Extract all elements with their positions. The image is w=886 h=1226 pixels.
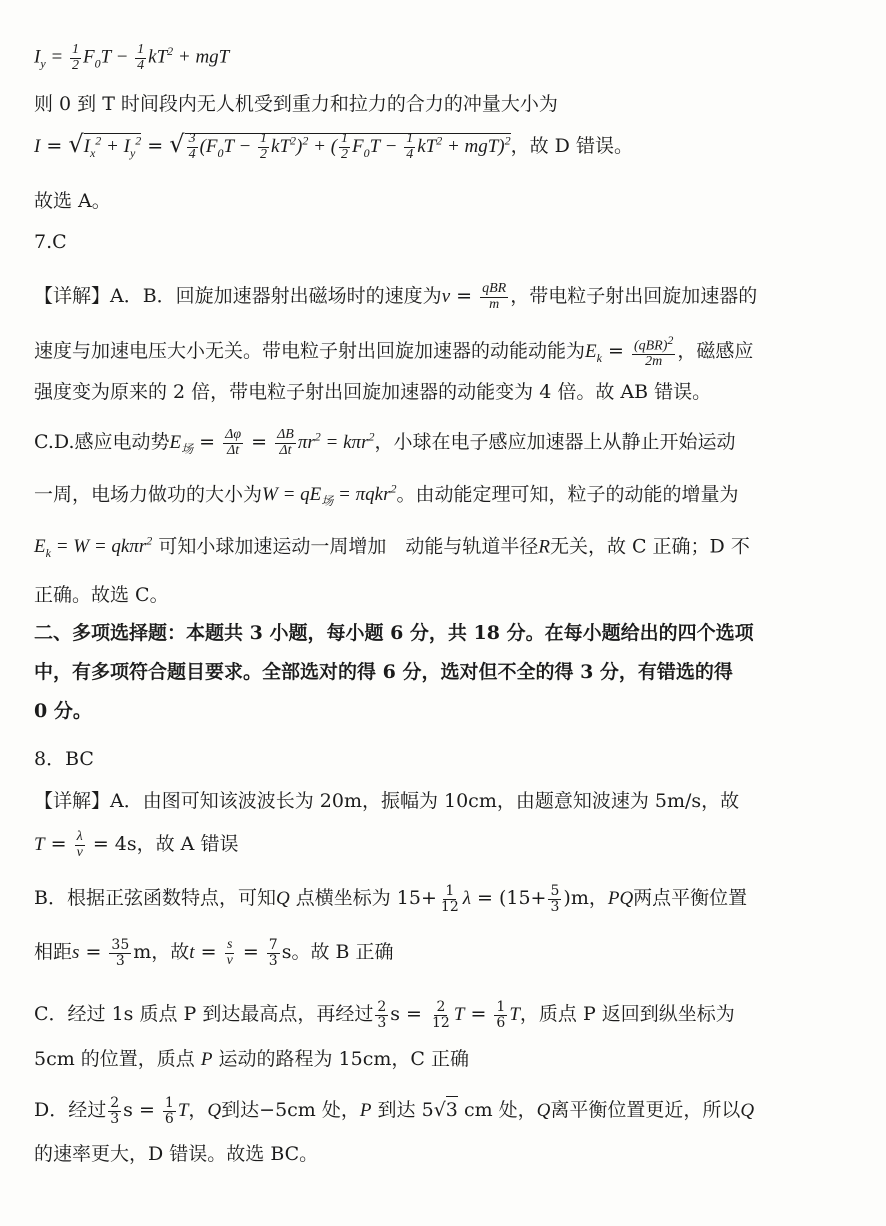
detail-7-line6: $E_k = W = qk\pi r^2$ 可知小球加速运动一周增加 动能与轨道半径R无关，故 C 正确；D 不 bbox=[34, 534, 750, 561]
text-seg: ，故 bbox=[151, 941, 190, 964]
text-seg: 。故 B 正确 bbox=[291, 941, 394, 964]
detail-8-b1: B．根据正弦函数特点，可知Q 点横坐标为 15+ $\frac{1}{12}$ λ = (15+ $\frac{5}{3}$ )m，PQ两点平衡位置 bbox=[34, 883, 748, 915]
text-line: 【详解】A．由图可知该波波长为 20m，振幅为 10cm，由题意知波速为 5m/s，故 bbox=[34, 790, 740, 812]
detail-8-c1: C．经过 1s 质点 P 到达最高点，再经过 $\frac{2}{3}$ s = $\frac{2}{12}$ T = $\frac{1}{6}$ T，质点 P 返回到纵坐标为 bbox=[34, 999, 735, 1031]
section-heading: 0 分。 bbox=[34, 700, 92, 722]
detail-7-line1: 【详解】A．B．回旋加速器射出磁场时的速度为v = $\frac{\text{qBR}}{m}$ ，带电粒子射出回旋加速器的 bbox=[34, 281, 758, 312]
text-line: 故选 A。 bbox=[34, 190, 111, 212]
text-seg: 运动的路程为 15cm，C 正确 bbox=[218, 1048, 469, 1070]
text-seg: C．经过 1s 质点 P 到达最高点，再经过 bbox=[34, 1003, 374, 1026]
text-seg: D．经过 bbox=[34, 1099, 107, 1122]
text-seg: 两点平衡位置 bbox=[633, 887, 748, 910]
detail-8-b2: 相距s = $\frac{35}{3}$ m，故t = $\frac{s}{v}$ = $\frac{7}{3}$ s。故 B 正确 bbox=[34, 937, 394, 969]
formula-impulse-total: $I = √I_x^2 + I_y^2$ = √ $\frac{3}{4}$ ($F_0T$ − $\frac{1}{2}$ $kT^2)^2$ + ( $\frac{1}{2}$ $F_0T$ − $\frac{1}{4}$ $kT^2 + mgT)^2$，故 D 错误。 bbox=[34, 130, 633, 163]
text-seg: cm 处， bbox=[463, 1099, 537, 1122]
text-seg: 速度与加速电压大小无关。带电粒子射出回旋加速器的动能动能为 bbox=[34, 340, 586, 363]
text-seg: 到达 bbox=[377, 1099, 416, 1122]
formula-iy: $I_y$ = $\frac{1}{2}$ $F_0T$ − $\frac{1}{4}$ $kT^2$ + mgT bbox=[34, 42, 230, 73]
text-seg: 无关，故 C 正确；D 不 bbox=[549, 535, 750, 558]
text-seg: 相距 bbox=[34, 941, 73, 964]
text-line: 的速率更大，D 错误。故选 BC。 bbox=[34, 1143, 319, 1165]
detail-8-c2: 5cm 的位置，质点 P 运动的路程为 15cm，C 正确 bbox=[34, 1048, 469, 1070]
text-seg: 到达−5cm 处， bbox=[221, 1099, 360, 1122]
text-seg: 可知小球加速运动一周增加 动能与轨道半径 bbox=[158, 535, 539, 558]
text-line: 强度变为原来的 2 倍，带电粒子射出回旋加速器的动能变为 4 倍。故 AB 错误。 bbox=[34, 381, 712, 403]
text-seg: ，小球在电子感应加速器上从静止开始运动 bbox=[374, 431, 736, 454]
detail-8-a: T = $\frac{\lambda}{v}$ = 4s，故 A 错误 bbox=[34, 829, 239, 860]
text-suffix: ，故 D 错误。 bbox=[510, 135, 633, 157]
text-seg: ，带电粒子射出回旋加速器的 bbox=[510, 285, 758, 308]
text-seg: 离平衡位置更近，所以 bbox=[550, 1099, 741, 1122]
detail-7-line2: 速度与加速电压大小无关。带电粒子射出回旋加速器的动能动能为$E_k$ = $\frac{(qBR)^2}{2m}$ ，磁感应 bbox=[34, 333, 754, 370]
text-seg: ，故 A 错误 bbox=[136, 833, 239, 856]
text-seg: ，磁感应 bbox=[677, 340, 754, 363]
detail-8-d1: D．经过 $\frac{2}{3}$ s = $\frac{1}{6}$ T，Q到达−5cm 处，P 到达 5√3 cm 处，Q离平衡位置更近，所以Q bbox=[34, 1095, 755, 1127]
text-seg: 【详解】A．B．回旋加速器射出磁场时的速度为 bbox=[34, 285, 442, 308]
text-seg: 5cm 的位置，质点 bbox=[34, 1048, 195, 1070]
answer-7: 7.C bbox=[34, 231, 67, 253]
text-seg: 一周，电场力做功的大小为 bbox=[34, 483, 263, 506]
text-line: 正确。故选 C。 bbox=[34, 584, 169, 606]
text-seg: B．根据正弦函数特点，可知 bbox=[34, 887, 276, 910]
detail-7-line5: 一周，电场力做功的大小为$W = qE_场 = \pi qkr^2$。由动能定理可知，粒子的动能的增量为 bbox=[34, 482, 739, 509]
text-seg: ，质点 P 返回到纵坐标为 bbox=[519, 1003, 735, 1026]
text-seg: 。由动能定理可知，粒子的动能的增量为 bbox=[396, 483, 739, 506]
section-heading: 中，有多项符合题目要求。全部选对的得 6 分，选对但不全的得 3 分，有错选的得 bbox=[34, 661, 733, 683]
text-line: 则 0 到 T 时间段内无人机受到重力和拉力的合力的冲量大小为 bbox=[34, 93, 558, 115]
answer-8: 8．BC bbox=[34, 748, 94, 770]
detail-7-line4: C.D.感应电动势$E_场$ = $\frac{\Delta\varphi}{\Delta t}$ = $\frac{\Delta B}{\Delta t}$ $\pi r^2 = k\pi r^2$，小球在电子感应加速器上从静止开始运动 bbox=[34, 427, 736, 458]
text-seg: C.D.感应电动势 bbox=[34, 431, 170, 454]
text-seg: 点横坐标为 bbox=[295, 887, 391, 910]
section-heading: 二、多项选择题：本题共 3 小题，每小题 6 分，共 18 分。在每小题给出的四个选项 bbox=[34, 622, 754, 644]
